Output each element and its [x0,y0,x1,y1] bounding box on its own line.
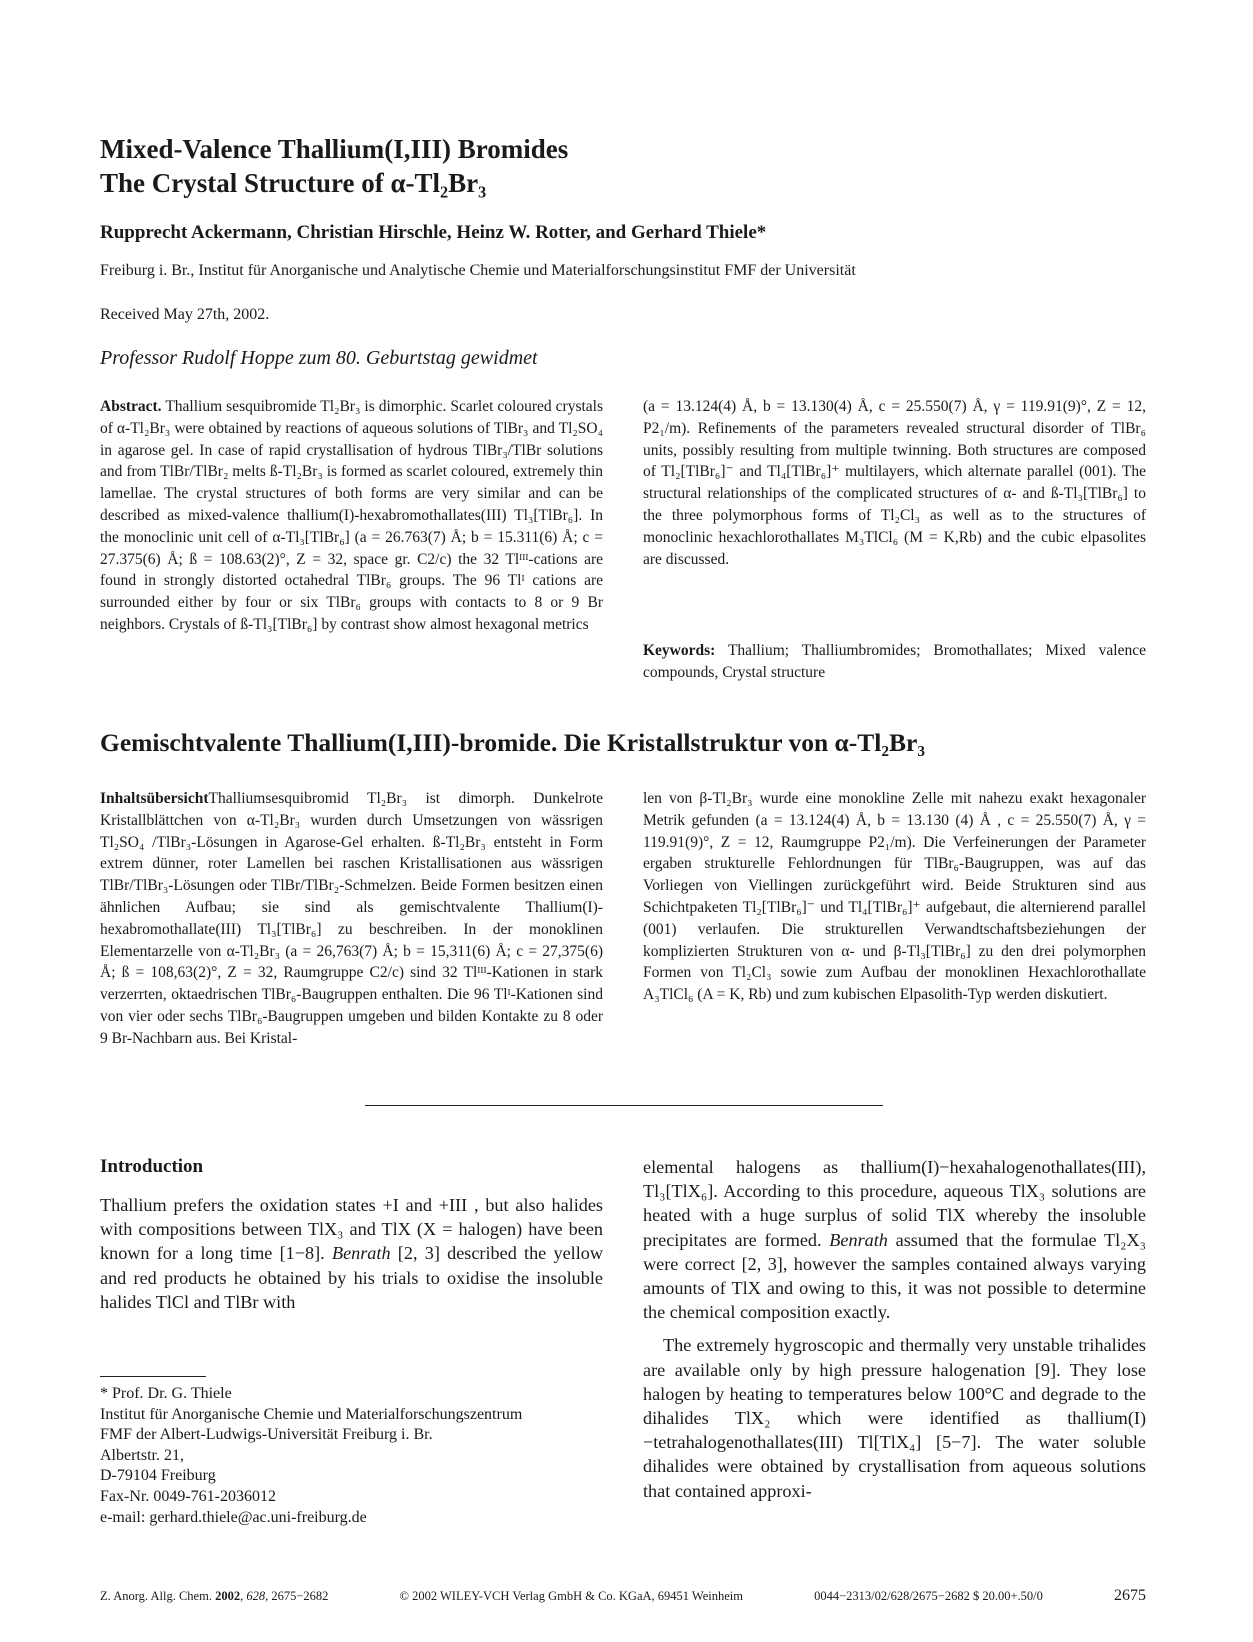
section-divider [365,1105,883,1106]
dedication: Professor Rudolf Hoppe zum 80. Geburtstag gewidmet [100,347,538,369]
author-list: Rupprecht Ackermann, Christian Hirschle, Heinz W. Rotter, and Gerhard Thiele* [100,222,767,243]
keywords-text: Thallium; Thalliumbromides; Bromothallates; Mixed valence compounds, Crystal structure [643,642,1146,681]
footnote-line: Institut für Anorganische Chemie und Materialforschungszentrum [100,1405,523,1423]
footnote-line: Fax-Nr. 0049-761-2036012 [100,1487,276,1505]
footnote-line: Albertstr. 21, [100,1446,184,1464]
abstract-text-right: (a = 13.124(4) Å, b = 13.130(4) Å, c = 25.550(7) Å, γ = 119.91(9)°, Z = 12, P2₁/m). Refinements of the parameters revealed structural disorder of TlBr₆ units, possibly resulting from multiple twinning. Both structures are composed of Tl₂[TlBr₆]⁻ and Tl₄[TlBr₆]⁺ multilayers, which alternate parallel (001). The structural relationships of the complicated structures of α- and ß-Tl₃[TlBr₆] to the three polymorphous forms of Tl₂Cl₃ as well as to the structures of monoclinic hexachlorothallates M₃TlCl₆ (M = K,Rb) and the cubic elpasolites are discussed. [643,398,1146,568]
german-abstract-left [100,788,603,1050]
article-title [100,132,568,200]
abstract-text-left: Thallium sesquibromide Tl₂Br₃ is dimorphic. Scarlet coloured crystals of α-Tl₂Br₃ were obtained by reactions of aqueous solutions of TlBr₃ and Tl₂SO₄ in agarose gel. In case of rapid crystallisation of hydrous TlBr₃/TlBr solutions and from TlBr/TlBr₂ melts ß-Tl₂Br₃ is formed as scarlet coloured, extremely thin lamellae. The crystal structures of both forms are very similar and can be described as mixed-valence thallium(I)-hexabromothallates(III) Tl₃[TlBr₆]. In the monoclinic unit cell of α-Tl₃[TlBr₆] (a = 26.763(7) Å; b = 15.311(6) Å; c = 27.375(6) Å; ß = 108.63(2)°, Z = 32, space gr. C2/c) the 32 Tlᴵᴵᴵ-cations are found in strongly distorted octahedral TlBr₆ groups. The 96 Tlᴵ cations are surrounded either by four or six TlBr₆ groups with contacts to 8 or 9 Br neighbors. Crystals of ß-Tl₃[TlBr₆] by contrast show almost hexagonal metrics [100,398,603,633]
title-line-2: The Crystal Structure of α-Tl₂Br₃ [100,168,487,198]
abstract-left [100,396,603,636]
german-paragraph [100,788,603,1050]
footnote-line: * Prof. Dr. G. Thiele [100,1385,232,1402]
keywords-label: Keywords: [643,642,716,659]
title-line-1: Mixed-Valence Thallium(I,III) Bromides [100,134,569,164]
intro-paragraph-1: Thallium prefers the oxidation states +I and +III , but also halides with compositions between TlX₃ and TlX (X = halogen) have been known for a long time [1−8]. Benrath [2, 3] described the yellow and red products he obtained by his trials to oxidise the insoluble halides TlCl and TlBr with [100,1195,603,1312]
german-text-right: len von β-Tl₂Br₃ wurde eine monokline Zelle mit nahezu exakt hexagonaler Metrik gefunden (a = 13.124(4) Å, b = 13.130 (4) Å , c = 25.550(7) Å, γ = 119.91(9)°, Z = 12, Raumgruppe P2₁/m). Die Verfeinerungen der Parameter ergaben strukturelle Fehlordnungen für TlBr₆-Baugruppen, was auf das Vorliegen von Viellingen zurückgeführt wird. Beide Strukturen sind aus Schichtpaketen Tl₂[TlBr₆]⁻ und Tl₄[TlBr₆]⁺ aufgebaut, die alternierend parallel (001) verlaufen. Die strukturellen Verwandtschaftsbeziehungen der komplizierten Strukturen von α- und β-Tl₃[TlBr₆] zu den drei polymorphen Formen von Tl₂Cl₃ sowie zum Aufbau der monoklinen Hexachlorothallate A₃TlCl₆ (A = K, Rb) und zum kubischen Elpasolith-Typ werden diskutiert. [643,790,1146,1004]
keywords-block [643,640,1146,684]
footnote-divider [100,1376,206,1377]
intro-left-column [100,1193,603,1314]
abstract-paragraph [100,396,603,636]
german-label: Inhaltsübersicht [100,790,209,807]
german-text-left: Thalliumsesquibromid Tl₂Br₃ ist dimorph. Dunkelrote Kristallblättchen von α-Tl₂Br₃ wurden durch Umsetzungen von wässrigen Tl₂SO₄ /TlBr₃-Lösungen in Agarose-Gel erhalten. ß-Tl₂Br₃ entsteht in Form extrem dünner, roter Lamellen bei raschen Kristallisationen aus wässrigen TlBr/TlBr₃-Lösungen oder TlBr/TlBr₂-Schmelzen. Beide Formen besitzen einen ähnlichen Aufbau; sie sind als gemischtvalente Thallium(I)-hexabromothallate(III) Tl₃[TlBr₆] zu beschreiben. In der monoklinen Elementarzelle von α-Tl₂Br₃ (a = 26,763(7) Å; b = 15,311(6) Å; c = 27,375(6) Å; ß = 108,63(2)°, Z = 32, Raumgruppe C2/c) sind 32 Tlᴵᴵᴵ-Kationen in stark verzerrten, oktaedrischen TlBr₆-Baugruppen enthalten. Die 96 Tlᴵ-Kationen sind von vier oder sechs TlBr₆-Baugruppen umgeben und bilden Kontakte zu 8 oder 9 Br-Nachbarn aus. Bei Kristal- [100,790,603,1047]
intro-right-column [643,1155,1146,1503]
abstract-label: Abstract. [100,398,162,415]
abstract-right [643,396,1146,570]
introduction-heading: Introduction [100,1156,204,1177]
received-date: Received May 27th, 2002. [100,306,270,323]
page-footer [100,1587,1146,1605]
keywords-paragraph [643,640,1146,684]
author-ref: Benrath [331,1243,391,1264]
author-ref: Benrath [829,1229,888,1250]
intro-paragraph-3: The extremely hygroscopic and thermally very unstable trihalides are available only by high pressure halogenation [9]. They lose halogen by heating to temperatures below 100°C and degrade to the dihalides TlX₂ which were identified as thallium(I)−tetrahalogenothallates(III) Tl[TlX₄] [5−7]. The water soluble dihalides were obtained by crystallisation from aqueous solutions that contained approxi- [643,1335,1146,1501]
issn: 0044−2313/02/628/2675−2682 $ 20.00+.50/0 [814,1589,1043,1603]
copyright: © 2002 WILEY-VCH Verlag GmbH & Co. KGaA, 69451 Weinheim [399,1589,743,1603]
page-number: 2675 [1113,1587,1146,1604]
journal-citation: Z. Anorg. Allg. Chem. 2002, 628, 2675−2682 [100,1589,329,1603]
intro-paragraph-2: elemental halogens as thallium(I)−hexahalogenothallates(III), Tl₃[TlX₆]. According to this procedure, aqueous TlX₃ solutions are heated with a huge surplus of solid TlX whereby the insoluble precipitates are formed. Benrath assumed that the formulae Tl₂X₃ were correct [2, 3], however the samples contained always varying amounts of TlX and owing to this, it was not possible to determine the chemical composition exactly. [643,1157,1146,1323]
affiliation: Freiburg i. Br., Institut für Anorganische und Analytische Chemie und Materialforschungsinstitut FMF der Universität [100,262,856,279]
footnote-line: FMF der Albert-Ludwigs-Universität Freiburg i. Br. [100,1426,433,1444]
german-abstract-right [643,788,1146,1006]
correspondence-footnote [100,1384,522,1528]
german-title: Gemischtvalente Thallium(I,III)-bromide. Die Kristallstruktur von α-Tl₂Br₃ [100,728,925,757]
footnote-line: D-79104 Freiburg [100,1467,216,1485]
footnote-email: e-mail: gerhard.thiele@ac.uni-freiburg.de [100,1508,367,1526]
